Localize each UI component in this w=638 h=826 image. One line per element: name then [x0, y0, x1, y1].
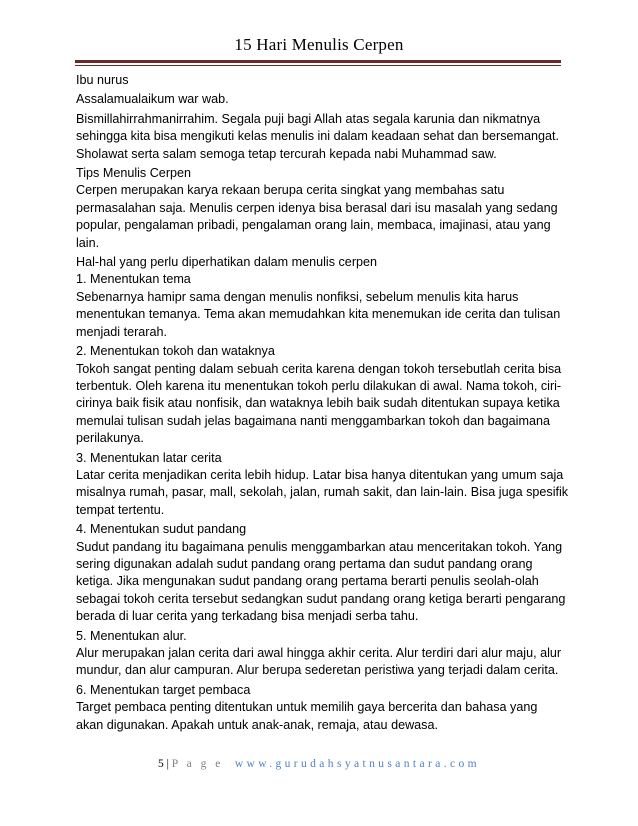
text-line: tempat tertentu. [76, 502, 165, 517]
text-line: Sudut pandang itu bagaimana penulis menggambarkan atau menceritakan tokoh. Yang [76, 539, 563, 554]
text-line: Hal-hal yang perlu diperhatikan dalam menulis cerpen [76, 255, 378, 270]
paragraph [76, 165, 566, 252]
text-line: Alur merupakan jalan cerita dari awal hingga akhir cerita. Alur terdiri dari alur maju, alur [76, 646, 562, 660]
text-line: mundur, dan alur campuran. Alur berupa sederetan peristiwa yang terjadi dalam cerita. [76, 663, 559, 678]
text-line: sehingga kita bisa mengikuti kelas menulis ini dalam keadaan sehat dan bersemangat. [76, 129, 560, 144]
text-line: Sholawat serta salam semoga tetap tercurah kepada nabi Muhammad saw. [76, 146, 497, 161]
text-line: cirinya baik fisik atau nonfisik, dan wataknya lebih baik sudah ditentukan supaya ketika [76, 396, 560, 411]
page-label: P a g e [171, 758, 224, 770]
text-line: popular, pengalaman pribadi, pengalaman orang lain, membaca, imajinasi, atau yang [76, 218, 551, 233]
paragraph [76, 254, 566, 341]
page-header-title: 15 Hari Menulis Cerpen [234, 35, 404, 54]
paragraph [76, 72, 566, 89]
text-line: menjadi terarah. [76, 324, 168, 339]
paragraph [76, 111, 566, 163]
text-line: Latar cerita menjadikan cerita lebih hidup. Latar bisa hanya ditentukan yang umum saja [76, 467, 564, 482]
text-line: Tokoh sangat penting dalam sebuah cerita karena dengan tokoh tersebutlah cerita bisa [76, 361, 562, 376]
text-line: 4. Menentukan sudut pandang [76, 522, 247, 537]
text-line: 1. Menentukan tema [76, 272, 191, 287]
footer-website-link[interactable]: www.gurudahsyatnusantara.com [234, 758, 481, 770]
text-line: berada di luar cerita yang terkadang bisa menjadi serba tahu. [76, 609, 419, 624]
text-line: Target pembaca penting ditentukan untuk memilih gaya bercerita dan bahasa yang [76, 700, 538, 715]
text-line: 6. Menentukan target pembaca [76, 682, 251, 697]
text-line: akan digunakan. Apakah untuk anak-anak, remaja, atau dewasa. [76, 717, 438, 732]
text-line: perilakunya. [76, 431, 144, 446]
text-line: 5. Menentukan alur. [76, 628, 187, 643]
text-line: permasalahan saja. Menulis cerpen idenya bisa berasal dari isu masalah yang sedang [76, 200, 558, 215]
text-line: ketiga. Jika mengunakan sudut pandang orang pertama berarti penulis seolah-olah [76, 574, 539, 589]
header-divider [75, 60, 561, 63]
paragraph [76, 521, 566, 625]
paragraph [76, 450, 569, 520]
text-line: sebagai tokoh cerita tersebut sedangkan sudut pandang orang ketiga berarti pengarang [76, 591, 566, 606]
text-line: 2. Menentukan tokoh dan wataknya [76, 344, 275, 359]
page-number: 5 [157, 758, 164, 770]
footer-separator: | [166, 758, 169, 770]
text-line: Ibu nurus [76, 73, 129, 87]
text-line: Sebenarnya hamipr sama dengan menulis nonfiksi, sebelum menulis kita harus [76, 289, 519, 304]
text-line: Cerpen merupakan karya rekaan berupa cerita singkat yang membahas satu [76, 183, 505, 198]
text-line: sering digunakan adalah sudut pandang orang pertama dan sudut pandang orang [76, 556, 533, 571]
text-line: menentukan temanya. Tema akan memudahkan kita menemukan ide cerita dan tulisan [76, 307, 561, 322]
paragraph [76, 91, 566, 108]
paragraph [76, 343, 566, 447]
document-body [76, 72, 569, 736]
text-line: 3. Menentukan latar cerita [76, 450, 222, 465]
paragraph [76, 682, 566, 734]
text-line: Tips Menulis Cerpen [76, 166, 192, 181]
text-line: memulai tulisan sudah jelas bagaimana nanti menggambarkan tokoh dan bagaimana [76, 413, 550, 428]
text-line: terbentuk. Oleh karena itu menentukan tokoh perlu dilakukan di awal. Nama tokoh, ciri- [76, 378, 562, 393]
text-line: Assalamualaikum war wab. [76, 92, 229, 107]
text-line: Bismillahirrahmanirrahim. Segala puji bagi Allah atas segala karunia dan nikmatnya [76, 111, 541, 126]
page-footer [0, 758, 638, 770]
text-line: lain. [76, 235, 100, 250]
paragraph [76, 628, 566, 680]
text-line: misalnya rumah, pasar, mall, sekolah, jalan, rumah sakit, dan lain-lain. Bisa juga spesifik [76, 485, 569, 500]
